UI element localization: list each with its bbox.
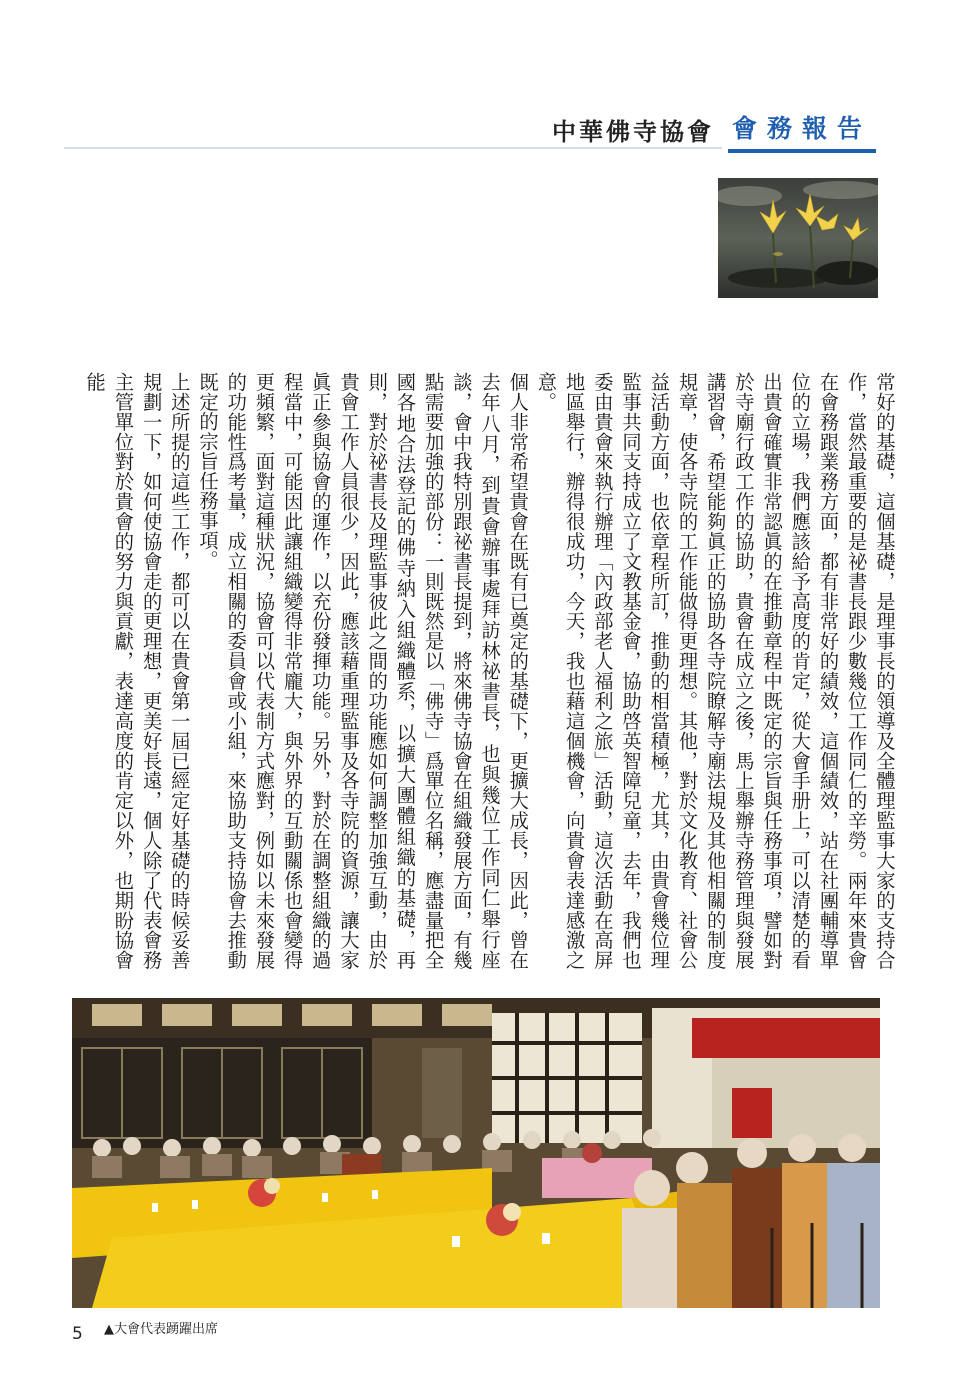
page-number: 5: [72, 1324, 83, 1344]
paragraph: 上述所提的這些工作，都可以在貴會第一屆已經定好基礎的時候妥善規劃一下，如何使協會走的更理想，更美好長遠，個人除了代表會務主管單位對於貴會的努力與貢獻，表達高度的肯定以外，也期盼協會能: [83, 372, 191, 970]
organization-name: 中華佛寺協會: [551, 117, 714, 146]
page-header: [552, 113, 876, 153]
paragraph: 個人非常希望貴會在既有已奠定的基礎下，更擴大成長，因此，曾在去年八月，到貴會辦事處拜訪林祕書長，也與幾位工作同仁舉行座談，會中我特別跟祕書長提到，將來佛寺協會在組織發展方面，有幾點需要加強的部份：一則既然是以「佛寺」爲單位名稱，應盡量把全國各地合法登記的佛寺納入組織體系，以擴大團體組織的基礎，再則，對於祕書長及理監事彼此之間的功能應如何調整加強互動，由於貴會工作人員很少，因此，應該藉重理監事及各寺院的資源，讓大家眞正參與協會的運作，以充份發揮功能。另外，對於在調整組織的過程當中，可能因此讓組織變得非常龐大，與外界的互動關係也會變得更頻繁，面對這種狀況，協會可以代表制方式應對，例如以未來發展的功能性爲考量，成立相關的委員會或小組，來協助支持協會去推動既定的宗旨任務事項。: [196, 372, 530, 970]
lotus-flower-image: [718, 178, 878, 298]
meeting-photo: [72, 998, 880, 1308]
paragraph: 常好的基礎，這個基礎，是理事長的領導及全體理監事大家的支持合作，當然最重要的是祕書長跟少數幾位工作同仁的辛勞。兩年來貴會在會務跟業務方面，都有非常好的績效，這個績效，站在社團輔導單位的立場，我們應該給予高度的肯定，從大會手册上，可以清楚的看出貴會確實非常認眞的在推動章程中既定的宗旨與任務事項，譬如對於寺廟行政工作的協助，貴會在成立之後，馬上舉辦寺務管理與發展講習會，希望能夠眞正的協助各寺院瞭解寺廟法規及其他相關的制度規章，使各寺院的工作能做得更理想。其他，對於文化教育、社會公益活動方面，也依章程所訂，推動的相當積極，尤其，由貴會幾位理監事共同支持成立了文教基金會，協助啓英智障兒童，去年，我們也委由貴會來執行辦理「內政部老人福利之旅」活動，這次活動在高屏地區舉行，辦得很成功，今天，我也藉這個機會，向貴會表達感激之意。: [534, 372, 896, 970]
section-title-box: [728, 109, 876, 153]
article-body: [80, 372, 896, 970]
article-text: [80, 372, 898, 970]
photo-caption: ▲大會代表踴躍出席: [104, 1322, 218, 1337]
section-title: 會務報告: [731, 114, 872, 143]
